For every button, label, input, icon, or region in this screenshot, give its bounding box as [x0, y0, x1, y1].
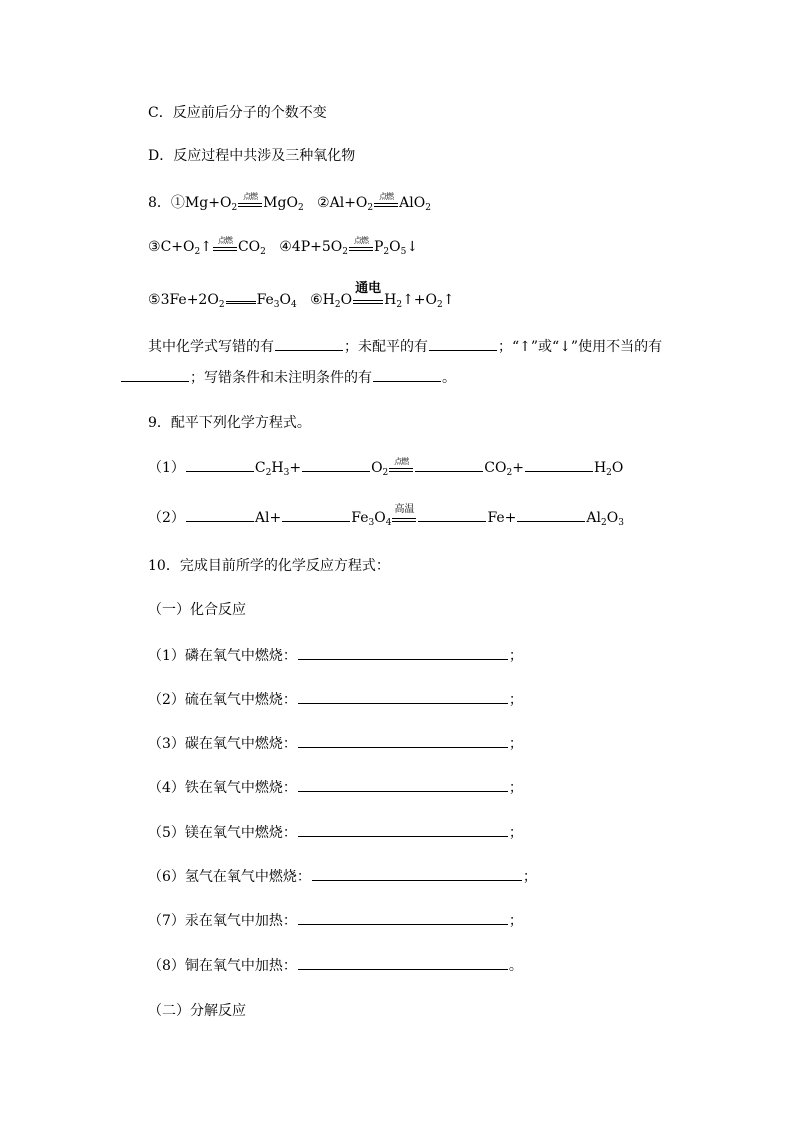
coefficient-blank[interactable] [418, 507, 486, 522]
q10-item [148, 910, 523, 931]
q10-item [148, 733, 523, 754]
q9-row2: （2） $Al+ Fe_3O_4$ 高温 $Fe+ Al_2O_3$ [148, 504, 624, 528]
item-text: 镁在氧气中燃烧： [184, 825, 297, 841]
cond-dianran: 点燃 [349, 247, 373, 251]
eq3: $③C+O_2↑$ 点燃 $CO_2$ [148, 236, 266, 257]
answer-blank[interactable] [298, 733, 508, 748]
item-number: （6） [148, 869, 185, 885]
q8-ask-line1: 其中化学式写错的有 ；未配平的有 ；“↑”或“↓”使用不当的有 [148, 336, 662, 357]
q10-item [148, 689, 523, 710]
q10-item [148, 777, 523, 798]
q8-line1 [148, 193, 431, 213]
item-end-punct: ； [508, 825, 523, 841]
item-end-punct: ； [508, 648, 523, 664]
item-end-punct: ； [508, 736, 523, 752]
item-end-punct: ； [508, 692, 523, 708]
item-end-punct: ； [508, 913, 523, 929]
eq2: $②Al+O_2$ 点燃 AlO$_2$ [317, 192, 431, 213]
coefficient-blank[interactable] [186, 457, 254, 472]
coefficient-blank[interactable] [525, 457, 593, 472]
cond-gaowen: 高温 [392, 518, 416, 522]
item-number: （4） [148, 780, 185, 796]
item-number: （5） [148, 825, 185, 841]
cond-dianran: 点燃 [389, 468, 413, 472]
eq5: $⑤3Fe+2O_2$ $Fe_3O_4$ [148, 292, 297, 310]
cond-tongdian: 通电 [353, 300, 383, 304]
item-number: （2） [148, 692, 185, 708]
q10-item [148, 645, 523, 666]
q10-section-decomposition: （二）分解反应 [148, 1003, 246, 1019]
coefficient-blank[interactable] [282, 507, 350, 522]
cond-dianran: 点燃 [238, 203, 262, 207]
item-number: （3） [148, 736, 185, 752]
item-text: 汞在氧气中加热： [184, 913, 297, 929]
q8-line3 [148, 281, 455, 310]
item-number: （7） [148, 913, 185, 929]
item-number: （1） [148, 648, 185, 664]
answer-blank[interactable] [121, 367, 189, 382]
eq4: $④4P+5O_2$ 点燃 $P_2O_5↓$ [279, 236, 419, 257]
item-end-punct: ； [508, 780, 523, 796]
answer-blank[interactable] [275, 336, 343, 351]
item-text: 碳在氧气中燃烧： [184, 736, 297, 752]
q8-line2 [148, 237, 418, 257]
item-text: 氢气在氧气中燃烧： [184, 869, 311, 885]
q9-title: 9．配平下列化学方程式。 [148, 415, 311, 431]
answer-blank[interactable] [298, 689, 508, 704]
answer-blank[interactable] [373, 367, 441, 382]
cond-dianran: 点燃 [213, 247, 237, 251]
answer-blank[interactable] [298, 822, 508, 837]
option-c: C．反应前后分子的个数不变 [148, 105, 327, 121]
q10-item [148, 822, 523, 843]
item-end-punct: ； [522, 869, 537, 885]
q10-section-combination: （一）化合反应 [148, 602, 246, 618]
cond-dianran: 点燃 [374, 203, 398, 207]
q9-row1: （1） $C_2H_3+ O_2$ 点燃 $CO_2+ H_2O$ [148, 457, 624, 478]
equals-sign [226, 301, 256, 304]
q10-item [148, 866, 537, 887]
item-text: 磷在氧气中燃烧： [184, 648, 297, 664]
answer-blank[interactable] [298, 645, 508, 660]
coefficient-blank[interactable] [302, 457, 370, 472]
item-number: （8） [148, 958, 185, 974]
item-text: 铁在氧气中燃烧： [184, 780, 297, 796]
item-text: 铜在氧气中加热： [184, 958, 297, 974]
q10-item [148, 955, 523, 976]
answer-blank[interactable] [298, 777, 508, 792]
eq1: $①Mg+O_2$ 点燃 MgO$_2$ [170, 192, 304, 213]
item-end-punct: 。 [508, 958, 523, 974]
coefficient-blank[interactable] [415, 457, 483, 472]
answer-blank[interactable] [298, 910, 508, 925]
q8-number: 8． [148, 195, 171, 211]
option-d: D．反应过程中共涉及三种氧化物 [148, 148, 356, 164]
coefficient-blank[interactable] [517, 507, 585, 522]
item-text: 硫在氧气中燃烧： [184, 692, 297, 708]
answer-blank[interactable] [298, 955, 508, 970]
q10-title: 10．完成目前所学的化学反应方程式： [148, 558, 390, 574]
eq6: $⑥H_2O$ 通电 $H_2↑+O_2↑$ [310, 281, 455, 310]
answer-blank[interactable] [312, 866, 522, 881]
coefficient-blank[interactable] [186, 507, 254, 522]
q8-ask-line2: ；写错条件和未注明条件的有 。 [120, 367, 456, 388]
answer-blank[interactable] [429, 336, 497, 351]
